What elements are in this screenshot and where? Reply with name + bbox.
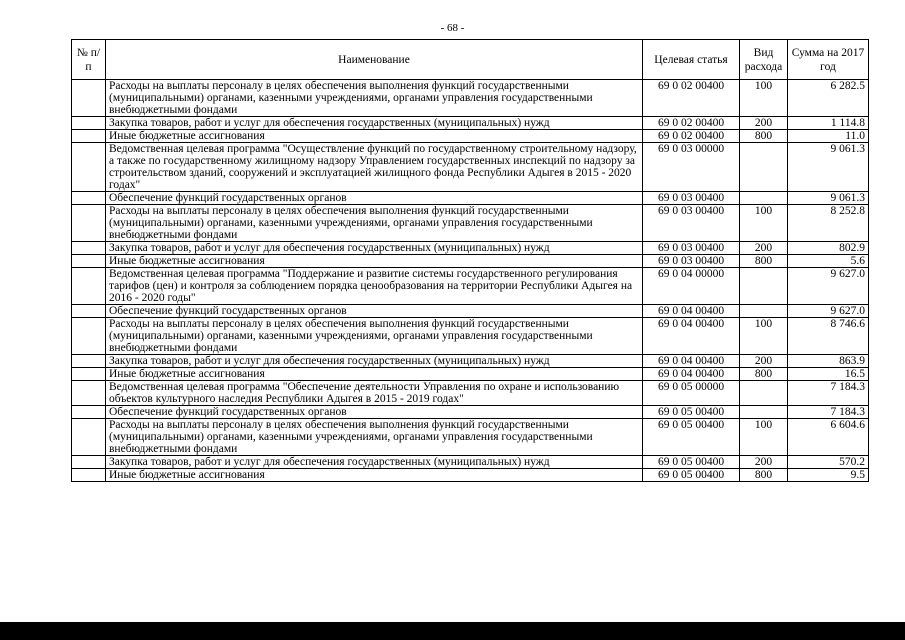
cell-num bbox=[72, 469, 106, 482]
cell-amount: 802.9 bbox=[788, 242, 869, 255]
cell-name: Обеспечение функций государственных органов bbox=[106, 192, 643, 205]
table-row bbox=[72, 406, 869, 419]
cell-amount: 16.5 bbox=[788, 368, 869, 381]
cell-target-article: 69 0 05 00000 bbox=[643, 381, 740, 406]
table-body bbox=[72, 80, 869, 482]
table-row bbox=[72, 255, 869, 268]
cell-target-article: 69 0 02 00400 bbox=[643, 130, 740, 143]
cell-num bbox=[72, 268, 106, 305]
cell-amount: 9 061.3 bbox=[788, 192, 869, 205]
cell-name: Иные бюджетные ассигнования bbox=[106, 255, 643, 268]
cell-target-article: 69 0 05 00400 bbox=[643, 469, 740, 482]
header-kind: Вид расхода bbox=[740, 40, 788, 80]
table-row bbox=[72, 368, 869, 381]
cell-num bbox=[72, 192, 106, 205]
table-row bbox=[72, 205, 869, 242]
cell-target-article: 69 0 03 00400 bbox=[643, 242, 740, 255]
cell-amount: 5.6 bbox=[788, 255, 869, 268]
header-row bbox=[72, 40, 869, 80]
cell-name: Закупка товаров, работ и услуг для обеспечения государственных (муниципальных) нужд bbox=[106, 242, 643, 255]
table-row bbox=[72, 469, 869, 482]
cell-name: Иные бюджетные ассигнования bbox=[106, 130, 643, 143]
cell-amount: 570.2 bbox=[788, 456, 869, 469]
page-number: - 68 - bbox=[440, 22, 465, 34]
cell-expense-type: 800 bbox=[740, 469, 788, 482]
cell-amount: 1 114.8 bbox=[788, 117, 869, 130]
cell-num bbox=[72, 255, 106, 268]
cell-target-article: 69 0 04 00400 bbox=[643, 305, 740, 318]
table-row bbox=[72, 143, 869, 192]
cell-num bbox=[72, 143, 106, 192]
cell-amount: 863.9 bbox=[788, 355, 869, 368]
cell-amount: 8 252.8 bbox=[788, 205, 869, 242]
table-row bbox=[72, 318, 869, 355]
table-row bbox=[72, 268, 869, 305]
header-num: № п/п bbox=[72, 40, 106, 80]
cell-num bbox=[72, 381, 106, 406]
cell-target-article: 69 0 05 00400 bbox=[643, 456, 740, 469]
cell-expense-type: 800 bbox=[740, 255, 788, 268]
cell-expense-type: 200 bbox=[740, 242, 788, 255]
cell-amount: 6 282.5 bbox=[788, 80, 869, 117]
header-name: Наименование bbox=[106, 40, 643, 80]
cell-expense-type bbox=[740, 268, 788, 305]
cell-num bbox=[72, 305, 106, 318]
cell-target-article: 69 0 03 00400 bbox=[643, 192, 740, 205]
cell-target-article: 69 0 02 00400 bbox=[643, 117, 740, 130]
cell-num bbox=[72, 117, 106, 130]
cell-name: Иные бюджетные ассигнования bbox=[106, 368, 643, 381]
cell-amount: 8 746.6 bbox=[788, 318, 869, 355]
cell-expense-type bbox=[740, 143, 788, 192]
cell-expense-type bbox=[740, 406, 788, 419]
table-row bbox=[72, 130, 869, 143]
cell-name: Иные бюджетные ассигнования bbox=[106, 469, 643, 482]
cell-name: Ведомственная целевая программа "Поддержание и развитие системы государственного регулирования тарифов (цен) и контроля за соблюдением порядка ценообразования на территории Республики Адыгея на 2016 - 2020 годы" bbox=[106, 268, 643, 305]
cell-target-article: 69 0 03 00000 bbox=[643, 143, 740, 192]
cell-amount: 7 184.3 bbox=[788, 406, 869, 419]
cell-num bbox=[72, 318, 106, 355]
cell-name: Ведомственная целевая программа "Осуществление функций по государственному строительному надзору, а также по государственному жилищному надзору Управлением государственных инспекций по надзору за строительством зданий, сооружений и эксплуатацией жилищного фонда Республики Адыгея в 2015 - 2020 годах" bbox=[106, 143, 643, 192]
cell-amount: 9 627.0 bbox=[788, 268, 869, 305]
table-row bbox=[72, 355, 869, 368]
cell-expense-type bbox=[740, 192, 788, 205]
table-row bbox=[72, 242, 869, 255]
cell-num bbox=[72, 406, 106, 419]
cell-num bbox=[72, 205, 106, 242]
cell-expense-type bbox=[740, 381, 788, 406]
table-row bbox=[72, 80, 869, 117]
cell-expense-type: 800 bbox=[740, 130, 788, 143]
cell-expense-type bbox=[740, 305, 788, 318]
cell-num bbox=[72, 419, 106, 456]
cell-amount: 6 604.6 bbox=[788, 419, 869, 456]
header-sum: Сумма на 2017 год bbox=[788, 40, 869, 80]
cell-target-article: 69 0 04 00400 bbox=[643, 318, 740, 355]
cell-expense-type: 100 bbox=[740, 419, 788, 456]
cell-expense-type: 200 bbox=[740, 355, 788, 368]
cell-expense-type: 100 bbox=[740, 80, 788, 117]
cell-name: Закупка товаров, работ и услуг для обеспечения государственных (муниципальных) нужд bbox=[106, 117, 643, 130]
cell-name: Расходы на выплаты персоналу в целях обеспечения выполнения функций государственными (муниципальными) органами, казенными учреждениями, органами управления государственными внебюджетными фондами bbox=[106, 205, 643, 242]
table-row bbox=[72, 381, 869, 406]
cell-expense-type: 100 bbox=[740, 318, 788, 355]
cell-target-article: 69 0 04 00400 bbox=[643, 368, 740, 381]
scan-bottom-edge bbox=[0, 622, 905, 640]
budget-table bbox=[71, 39, 869, 482]
cell-num bbox=[72, 456, 106, 469]
cell-name: Расходы на выплаты персоналу в целях обеспечения выполнения функций государственными (муниципальными) органами, казенными учреждениями, органами управления государственными внебюджетными фондами bbox=[106, 80, 643, 117]
cell-name: Закупка товаров, работ и услуг для обеспечения государственных (муниципальных) нужд bbox=[106, 355, 643, 368]
cell-expense-type: 100 bbox=[740, 205, 788, 242]
cell-name: Обеспечение функций государственных органов bbox=[106, 305, 643, 318]
table-row bbox=[72, 192, 869, 205]
cell-num bbox=[72, 130, 106, 143]
cell-amount: 9 061.3 bbox=[788, 143, 869, 192]
cell-target-article: 69 0 04 00400 bbox=[643, 355, 740, 368]
table-row bbox=[72, 117, 869, 130]
header-code: Целевая статья bbox=[643, 40, 740, 80]
cell-amount: 7 184.3 bbox=[788, 381, 869, 406]
cell-target-article: 69 0 03 00400 bbox=[643, 255, 740, 268]
cell-name: Расходы на выплаты персоналу в целях обеспечения выполнения функций государственными (муниципальными) органами, казенными учреждениями, органами управления государственными внебюджетными фондами bbox=[106, 318, 643, 355]
cell-num bbox=[72, 80, 106, 117]
cell-amount: 9 627.0 bbox=[788, 305, 869, 318]
cell-expense-type: 200 bbox=[740, 456, 788, 469]
table-row bbox=[72, 305, 869, 318]
cell-target-article: 69 0 05 00400 bbox=[643, 406, 740, 419]
cell-num bbox=[72, 355, 106, 368]
cell-name: Закупка товаров, работ и услуг для обеспечения государственных (муниципальных) нужд bbox=[106, 456, 643, 469]
cell-name: Ведомственная целевая программа "Обеспечение деятельности Управления по охране и использованию объектов культурного наследия Республики Адыгея в 2015 - 2019 годах" bbox=[106, 381, 643, 406]
cell-expense-type: 200 bbox=[740, 117, 788, 130]
cell-amount: 11.0 bbox=[788, 130, 869, 143]
cell-expense-type: 800 bbox=[740, 368, 788, 381]
cell-num bbox=[72, 368, 106, 381]
cell-target-article: 69 0 04 00000 bbox=[643, 268, 740, 305]
table-row bbox=[72, 456, 869, 469]
cell-target-article: 69 0 02 00400 bbox=[643, 80, 740, 117]
table-header bbox=[72, 40, 869, 80]
cell-name: Расходы на выплаты персоналу в целях обеспечения выполнения функций государственными (муниципальными) органами, казенными учреждениями, органами управления государственными внебюджетными фондами bbox=[106, 419, 643, 456]
table-row bbox=[72, 419, 869, 456]
cell-target-article: 69 0 05 00400 bbox=[643, 419, 740, 456]
cell-name: Обеспечение функций государственных органов bbox=[106, 406, 643, 419]
cell-target-article: 69 0 03 00400 bbox=[643, 205, 740, 242]
cell-amount: 9.5 bbox=[788, 469, 869, 482]
cell-num bbox=[72, 242, 106, 255]
